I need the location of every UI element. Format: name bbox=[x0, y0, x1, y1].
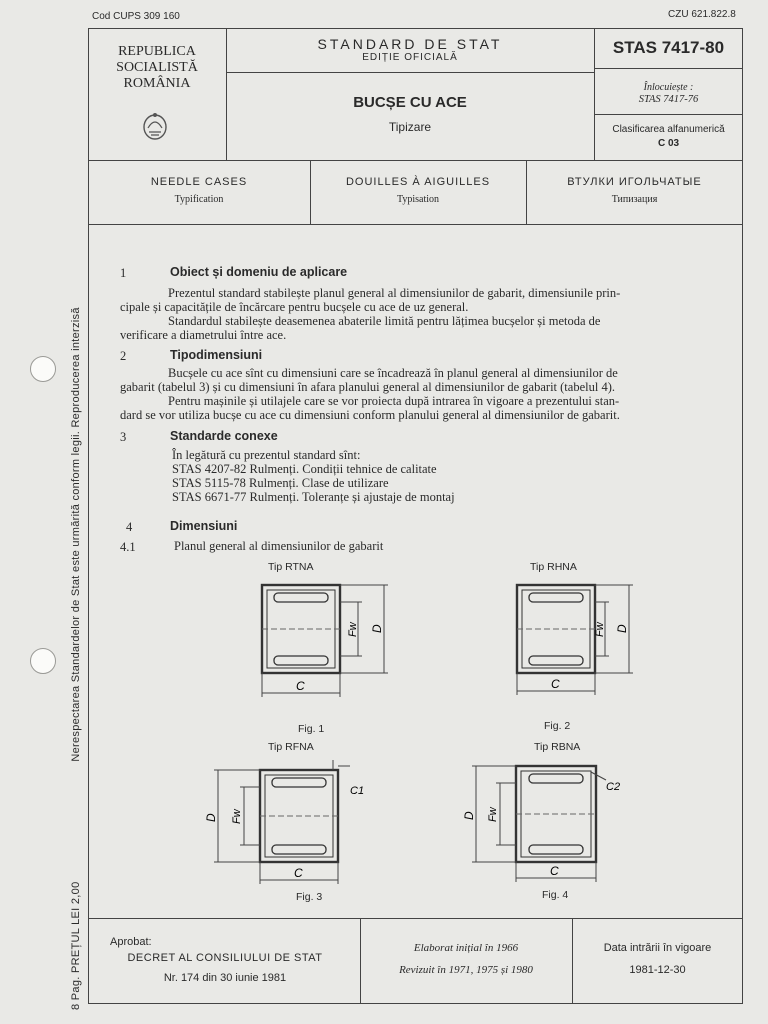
section-3-body bbox=[172, 448, 712, 504]
translation-sub: Typification bbox=[174, 194, 224, 205]
c2-label: C2 bbox=[606, 781, 621, 793]
section-number: 3 bbox=[120, 430, 127, 444]
classification-code: C 03 bbox=[657, 138, 680, 149]
cups-code: Cod CUPS 309 160 bbox=[92, 11, 180, 22]
fw-label: Fw bbox=[231, 809, 243, 824]
country-line: ROMÂNIA bbox=[123, 76, 191, 91]
section-number: 4.1 bbox=[120, 540, 136, 554]
section-number: 1 bbox=[120, 266, 127, 280]
section-2-body bbox=[120, 366, 718, 422]
d-label: D bbox=[462, 811, 476, 820]
subsection-title: Planul general al dimensiunilor de gabarit bbox=[174, 539, 384, 553]
country-line: REPUBLICA bbox=[118, 44, 196, 59]
side-legal-notice bbox=[70, 307, 82, 1010]
document-subtitle: Tipizare bbox=[388, 120, 432, 134]
c-label: C bbox=[296, 679, 305, 693]
d-label: D bbox=[204, 813, 218, 822]
fw-label: Fw bbox=[347, 622, 359, 637]
figure-caption: Fig. 2 bbox=[544, 720, 571, 732]
document-title: BUCȘE CU ACE bbox=[353, 94, 467, 111]
c-label: C bbox=[551, 677, 560, 691]
paragraph-line: Prezentul standard stabilește planul general al dimensiunilor de gabarit, dimensiunile prin- bbox=[168, 286, 621, 300]
binder-hole-bottom bbox=[30, 648, 56, 674]
czu-code: CZU 621.822.8 bbox=[668, 9, 736, 20]
paragraph-line: verificare a diametrului între ace. bbox=[120, 328, 287, 342]
revision-dates: Revizuit în 1971, 1975 și 1980 bbox=[399, 964, 533, 976]
side-price: 8 Pag. PREȚUL LEI 2,00 bbox=[70, 881, 82, 1010]
section-title: Standarde conexe bbox=[170, 429, 278, 443]
figure-caption: Fig. 1 bbox=[298, 723, 325, 735]
translation-english bbox=[88, 176, 310, 205]
paragraph-line: gabarit (tabelul 3) și cu dimensiuni în afara planului general al dimensiunilor de gabarit (tabelul 4). bbox=[120, 380, 615, 394]
approved-decree: DECRET AL CONSILIULUI DE STAT bbox=[127, 952, 323, 964]
figure-caption: Fig. 3 bbox=[296, 891, 323, 903]
section-title: Obiect și domeniu de aplicare bbox=[170, 265, 348, 279]
figure-type-label: Tip RBNA bbox=[534, 741, 581, 753]
approved-number: Nr. 174 din 30 iunie 1981 bbox=[163, 972, 287, 984]
section-title: Dimensiuni bbox=[170, 519, 238, 533]
classification-label: Clasificarea alfanumerică bbox=[612, 124, 725, 135]
figure-type-label: Tip RFNA bbox=[268, 741, 314, 753]
paragraph-line: În legătură cu prezentul standard sînt: bbox=[172, 448, 361, 462]
paragraph-line: Standardul stabilește deasemenea abaterile limită pentru lățimea bucșelor și metoda de bbox=[168, 314, 601, 328]
translation-title: DOUILLES À AIGUILLES bbox=[345, 176, 491, 188]
fw-label: Fw bbox=[487, 807, 499, 822]
edition-label: EDIȚIE OFICIALĂ bbox=[362, 52, 458, 63]
related-standard: STAS 6671-77 Rulmenți. Toleranțe și ajustaje de montaj bbox=[172, 490, 455, 504]
translation-french bbox=[310, 176, 526, 205]
replaces-code: STAS 7417-76 bbox=[638, 94, 699, 105]
paragraph-line: cipale și capacitățile de încărcare pentru bucșele cu ace de uz general. bbox=[120, 300, 469, 314]
translation-sub: Типизация bbox=[611, 194, 658, 205]
translation-title: ВТУЛКИ ИГОЛЬЧАТЫЕ bbox=[567, 176, 702, 188]
effective-date: 1981-12-30 bbox=[629, 964, 686, 976]
c-label: C bbox=[294, 866, 303, 880]
replaces-label: Înlocuiește : bbox=[643, 82, 694, 93]
standard-label: STANDARD DE STAT bbox=[317, 36, 503, 52]
figure-type-label: Tip RTNA bbox=[268, 561, 314, 573]
country-line: SOCIALISTĂ bbox=[116, 60, 198, 75]
section-number: 4 bbox=[126, 520, 133, 534]
translation-sub: Typisation bbox=[396, 194, 440, 205]
figure-1-drawing bbox=[250, 575, 400, 710]
fw-label: Fw bbox=[594, 622, 606, 637]
related-standard: STAS 4207-82 Rulmenți. Condiții tehnice de calitate bbox=[172, 462, 437, 476]
approved-label: Aprobat: bbox=[110, 936, 152, 948]
figure-3-drawing bbox=[200, 760, 375, 890]
state-emblem-icon bbox=[140, 110, 170, 142]
section-1-body bbox=[120, 286, 718, 342]
section-title: Tipodimensiuni bbox=[170, 348, 263, 362]
country-block bbox=[88, 44, 226, 92]
figure-2-drawing bbox=[505, 575, 655, 710]
paragraph-line: dard se vor utiliza bucșe cu ace cu dimensiuni conform planului general al dimensiunilor de gabarit. bbox=[120, 408, 620, 422]
c1-label: C1 bbox=[350, 785, 365, 797]
effective-date-label: Data intrării în vigoare bbox=[603, 942, 712, 954]
paragraph-line: Bucșele cu ace sînt cu dimensiuni care se încadrează în planul general al dimensiunilor de bbox=[168, 366, 618, 380]
figure-4-drawing bbox=[460, 758, 630, 888]
d-label: D bbox=[370, 624, 384, 633]
section-number: 2 bbox=[120, 349, 127, 363]
figure-caption: Fig. 4 bbox=[542, 889, 569, 901]
page-frame bbox=[88, 28, 743, 1004]
c-label: C bbox=[550, 864, 559, 878]
elaboration-date: Elaborat inițial în 1966 bbox=[413, 942, 519, 954]
side-legal-text: Nerespectarea Standardelor de Stat este urmărită conform legii. Reproducerea interzisă bbox=[70, 307, 82, 762]
d-label: D bbox=[615, 624, 629, 633]
stas-code: STAS 7417-80 bbox=[612, 38, 725, 57]
related-standard: STAS 5115-78 Rulmenți. Clase de utilizare bbox=[172, 476, 389, 490]
binder-hole-top bbox=[30, 356, 56, 382]
translation-russian bbox=[526, 176, 743, 205]
figure-type-label: Tip RHNA bbox=[530, 561, 577, 573]
paragraph-line: Pentru mașinile și utilajele care se vor proiecta după intrarea în vigoare a prezentului stan- bbox=[168, 394, 620, 408]
translation-title: NEEDLE CASES bbox=[150, 176, 248, 188]
